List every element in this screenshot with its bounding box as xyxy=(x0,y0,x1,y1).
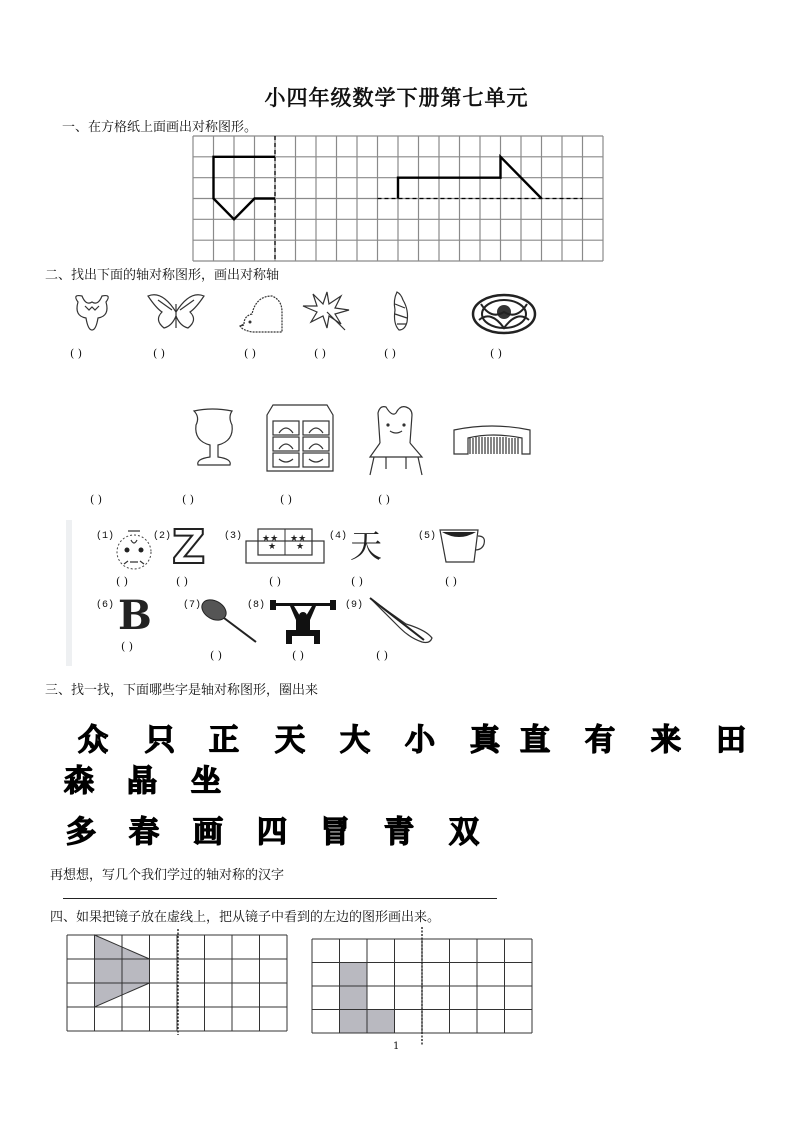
answer-tian[interactable]: ( ) xyxy=(351,575,364,588)
label-6: (6) xyxy=(96,600,115,611)
numbered-figures-panel xyxy=(66,520,72,666)
sofa-book-figure xyxy=(244,527,326,565)
char-xiao[interactable]: 小 xyxy=(405,723,435,758)
char-zhi[interactable]: 只 xyxy=(145,723,175,758)
answer-goblet[interactable]: ( ) xyxy=(182,493,195,506)
label-5: (5) xyxy=(418,531,437,542)
answer-letter-z[interactable]: ( ) xyxy=(176,575,189,588)
answer-butterfly[interactable]: ( ) xyxy=(153,347,166,360)
char-tian[interactable]: 天 xyxy=(275,723,305,758)
label-7: (7) xyxy=(183,600,202,611)
label-2: (2) xyxy=(153,531,172,542)
answer-maple-leaf[interactable]: ( ) xyxy=(314,347,327,360)
char-tian2[interactable]: 田 xyxy=(716,723,746,758)
section3-heading: 三、找一找，下面哪些字是轴对称图形，圈出来 xyxy=(45,683,319,698)
char-zhong[interactable]: 众 xyxy=(78,723,108,758)
page-number: 1 xyxy=(393,1041,400,1052)
char-da[interactable]: 大 xyxy=(340,723,370,758)
left-partial-figure xyxy=(214,157,276,220)
char-lai[interactable]: 来 xyxy=(651,723,681,758)
char-qing[interactable]: 青 xyxy=(384,815,414,850)
label-4: (4) xyxy=(329,531,348,542)
comb-figure xyxy=(452,424,532,458)
answer-line[interactable] xyxy=(63,898,497,899)
label-9: (9) xyxy=(345,600,364,611)
answer-frog-chair[interactable]: ( ) xyxy=(378,493,391,506)
char-sen[interactable]: 森 xyxy=(64,764,94,799)
section2-heading: 二、找出下面的轴对称图形，画出对称轴 xyxy=(45,268,280,283)
answer-tennis-racket[interactable]: ( ) xyxy=(210,649,223,662)
weightlifter-figure xyxy=(270,598,336,644)
letter-b-figure: B xyxy=(118,592,152,639)
char-you[interactable]: 有 xyxy=(585,723,615,758)
mirror-grid-left[interactable] xyxy=(67,935,289,1035)
char-zhen[interactable]: 真 xyxy=(470,723,500,758)
answer-sofa-book[interactable]: ( ) xyxy=(269,575,282,588)
cabinet-figure xyxy=(265,403,337,473)
frog-chair-figure xyxy=(366,403,426,475)
pipa-figure xyxy=(366,598,436,644)
cup-figure xyxy=(438,528,488,564)
label-8: (8) xyxy=(247,600,266,611)
label-3: (3) xyxy=(224,531,243,542)
mirror-grid-right[interactable] xyxy=(312,939,534,1039)
maple-leaf-figure xyxy=(301,290,351,332)
char-zheng[interactable]: 正 xyxy=(209,723,239,758)
answer-ox-head[interactable]: ( ) xyxy=(70,347,83,360)
character-tian-figure: 天 xyxy=(350,527,383,565)
char-si[interactable]: 四 xyxy=(257,815,287,850)
svg-text:★★: ★★ xyxy=(290,534,307,544)
answer-cup[interactable]: ( ) xyxy=(445,575,458,588)
char-shuang[interactable]: 双 xyxy=(449,815,479,850)
section1-heading: 一、在方格纸上面画出对称图形。 xyxy=(62,120,258,135)
char-zhi2[interactable]: 直 xyxy=(520,723,550,758)
answer-chrysanthemum[interactable]: ( ) xyxy=(490,347,503,360)
char-duo[interactable]: 多 xyxy=(66,815,96,850)
svg-text:★★: ★★ xyxy=(262,534,279,544)
char-mao[interactable]: 冒 xyxy=(320,815,350,850)
letter-z-figure: Z xyxy=(172,520,206,574)
answer-cabinet[interactable]: ( ) xyxy=(280,493,293,506)
bamboo-shoot-figure xyxy=(391,290,411,332)
answer-row2-extra[interactable]: ( ) xyxy=(90,493,103,506)
answer-hedgehog[interactable]: ( ) xyxy=(244,347,257,360)
answer-bamboo-shoot[interactable]: ( ) xyxy=(384,347,397,360)
char-chun[interactable]: 春 xyxy=(129,815,159,850)
char-zuo[interactable]: 坐 xyxy=(191,764,221,799)
char-jing[interactable]: 晶 xyxy=(127,764,157,799)
answer-weightlifter[interactable]: ( ) xyxy=(292,649,305,662)
answer-face[interactable]: ( ) xyxy=(116,575,129,588)
label-1: (1) xyxy=(96,531,115,542)
svg-text:★: ★ xyxy=(268,542,277,552)
document-title: 小四年级数学下册第七单元 xyxy=(264,86,529,110)
butterfly-figure xyxy=(148,290,204,334)
right-partial-figure xyxy=(398,157,542,199)
section4-heading: 四、如果把镜子放在虚线上，把从镜子中看到的左边的图形画出来。 xyxy=(50,910,441,925)
svg-text:★: ★ xyxy=(296,542,305,552)
char-hua[interactable]: 画 xyxy=(193,815,223,850)
section1-grid[interactable] xyxy=(193,136,603,261)
answer-pipa[interactable]: ( ) xyxy=(376,649,389,662)
face-figure xyxy=(112,528,156,572)
answer-letter-b[interactable]: ( ) xyxy=(121,640,134,653)
ox-head-figure xyxy=(70,292,114,334)
section3-followup: 再想想，写几个我们学过的轴对称的汉字 xyxy=(50,868,285,883)
hedgehog-figure xyxy=(238,292,286,334)
chrysanthemum-figure xyxy=(471,290,537,336)
goblet-figure xyxy=(188,407,240,467)
